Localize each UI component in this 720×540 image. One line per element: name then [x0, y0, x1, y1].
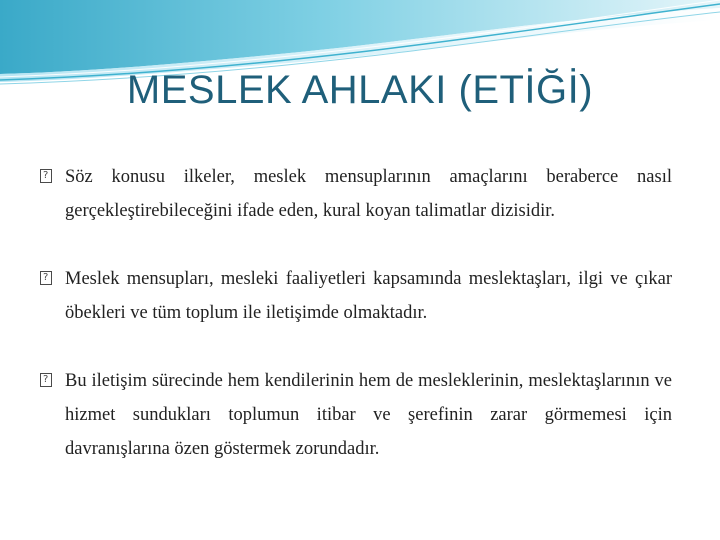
slide-title: MESLEK AHLAKI (ETİĞİ): [126, 68, 594, 112]
bullet-box-icon: [40, 373, 52, 387]
bullet-text: Meslek mensupları, mesleki faaliyetleri kapsamında meslektaşları, ilgi ve çıkar öbekleri ve tüm toplum ile iletişimde olmaktadır.: [65, 269, 672, 323]
bullet-text: Bu iletişim sürecinde hem kendilerinin hem de mesleklerinin, meslektaşlarının ve hizmet sundukları toplumun itibar ve şerefinin zarar görmemesi için davranışlarına özen göstermek zorundadır.: [65, 371, 672, 459]
bullet-item: [40, 262, 672, 330]
bullet-box-icon: [40, 169, 52, 183]
bullet-item: [40, 160, 672, 228]
bullet-box-icon: [40, 271, 52, 285]
bullet-text: Söz konusu ilkeler, meslek mensuplarının amaçlarını beraberce nasıl gerçekleştirebileceğini ifade eden, kural koyan talimatlar dizisidir.: [65, 167, 672, 221]
bullet-list: [40, 160, 672, 500]
bullet-item: [40, 364, 672, 466]
